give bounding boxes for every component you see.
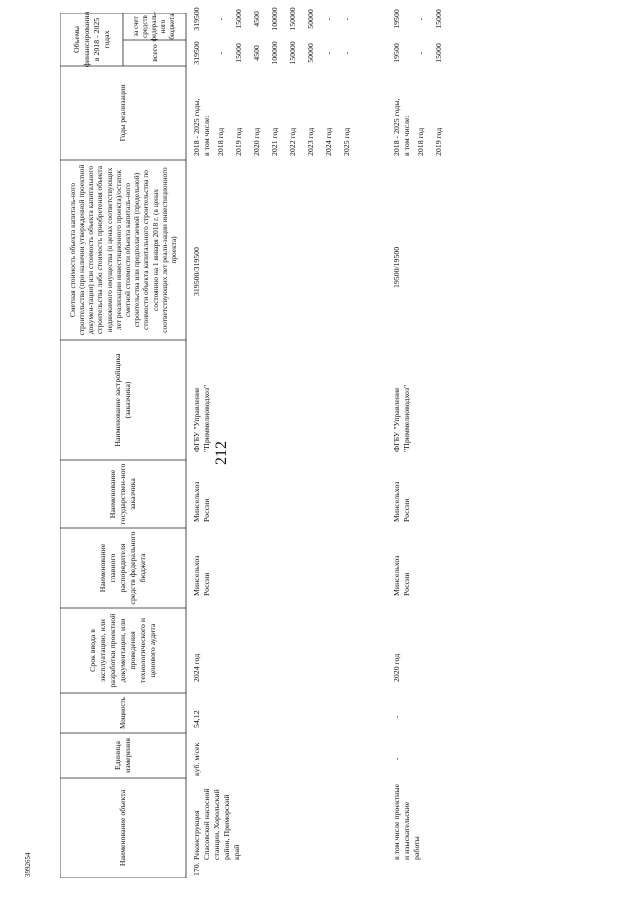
year-label: 2025 год xyxy=(342,127,351,156)
page-number: 212 xyxy=(213,441,230,465)
total-value: - xyxy=(324,51,333,55)
unit-value: - xyxy=(392,757,401,760)
state-customer-value: Минсельхоз России xyxy=(392,481,411,522)
term-value: 2024 год xyxy=(192,653,201,682)
main-manager-value: Минсельхоз России xyxy=(192,555,211,596)
total-value: 4500 xyxy=(252,45,261,61)
header-name: Наименование объекта xyxy=(118,789,127,867)
state-customer-value: Минсельхоз России xyxy=(192,481,211,522)
federal-value: 15000 xyxy=(434,9,443,29)
total-value: - xyxy=(342,51,351,55)
year-label: 2018 год xyxy=(416,127,425,156)
total-value: 19500 xyxy=(392,43,401,63)
federal-value: 319500 xyxy=(192,7,201,31)
unit-value: куб. м/сек xyxy=(192,742,201,776)
term-value: 2020 год xyxy=(392,653,401,682)
header-capacity: Мощность xyxy=(119,697,127,729)
rotated-table-page xyxy=(60,7,605,878)
row-number: 170. xyxy=(192,862,201,876)
year-label: 2024 год xyxy=(324,127,333,156)
cost-value: 319500/319500 xyxy=(192,247,201,296)
total-value: 15000 xyxy=(434,43,443,63)
total-value: 50000 xyxy=(306,43,315,63)
federal-value: - xyxy=(324,17,333,21)
total-value: 150000 xyxy=(288,41,297,65)
header-state-customer: Наименование государствен-ного заказчика xyxy=(108,463,137,525)
year-label: 2021 год xyxy=(270,127,279,156)
capacity-value: 54,12 xyxy=(192,710,201,728)
object-name: в том числе проектные и изыскательские работы xyxy=(392,784,421,860)
federal-value: - xyxy=(216,17,225,21)
document-id: 3992654 xyxy=(24,852,32,877)
federal-value: - xyxy=(342,17,351,21)
federal-value: 19500 xyxy=(392,9,401,29)
header-estimated-cost: Сметная стоимость объекта капиталь-ного строительства (при наличии утвержденной проектной докумен-тации) или стоимость объекта капитального строительства либо стоимость приобретения объекта недвижимого имущества (в ценах соответствующих лет реализации инвестиционного проекта)/остаток сметной стоимости объекта капиталь-ного строительства или предполагаемой (предельной) стоимости объекта капитального строительства по состоянию на 1 января 2018 г. (в ценах соответствующих лет реали-зации инвестиционного проекта) xyxy=(67,164,179,336)
cost-value: 19500/19500 xyxy=(392,246,401,288)
header-main-manager: Наименование главного распорядителя средств федерального бюджета xyxy=(98,531,147,605)
header-unit: Единица измерения xyxy=(113,738,132,773)
year-label: 2019 год xyxy=(434,127,443,156)
federal-value: 150000 xyxy=(288,7,297,31)
header-federal: за счет средств федераль-ного бюджета xyxy=(132,11,176,42)
main-manager-value: Минсельхоз России xyxy=(392,555,411,596)
total-value: 100000 xyxy=(270,41,279,65)
total-value: - xyxy=(216,51,225,55)
object-name: Реконструкция Спасовской насосной станции, Хорольский район, Приморский край xyxy=(192,788,241,860)
header-financing: Объемы финансирования в 2018 - 2025 годах xyxy=(71,11,111,68)
capacity-value: - xyxy=(392,715,401,718)
header-years: Годы реализации xyxy=(118,84,127,142)
header-developer: Наименование застройщика (заказчика) xyxy=(113,353,132,447)
developer-value: ФГБУ "Управление "Приммелиоводхоз" xyxy=(392,384,411,452)
year-label: 2022 год xyxy=(288,127,297,156)
total-value: - xyxy=(416,51,425,55)
federal-value: 50000 xyxy=(306,9,315,29)
year-label: 2019 год xyxy=(234,127,243,156)
federal-value: 100000 xyxy=(270,7,279,31)
year-label: 2020 год xyxy=(252,127,261,156)
year-label: в том числе: xyxy=(402,115,411,156)
year-label: 2018 - 2025 годы, xyxy=(192,98,201,156)
federal-value: 15000 xyxy=(234,9,243,29)
year-label: в том числе: xyxy=(202,115,211,156)
federal-value: - xyxy=(416,17,425,21)
header-term: Срок ввода в эксплуатацию, или разработки проектной документации, или проведения технологического и ценового аудита xyxy=(88,613,157,688)
total-value: 15000 xyxy=(234,43,243,63)
developer-value: ФГБУ "Управление "Приммелиоводхоз" xyxy=(192,384,211,452)
header-total: всего xyxy=(149,44,159,62)
federal-value: 4500 xyxy=(252,11,261,27)
year-label: 2018 год xyxy=(216,127,225,156)
year-label: 2023 год xyxy=(306,127,315,156)
year-label: 2018 - 2025 годы, xyxy=(392,98,401,156)
total-value: 319500 xyxy=(192,41,201,65)
